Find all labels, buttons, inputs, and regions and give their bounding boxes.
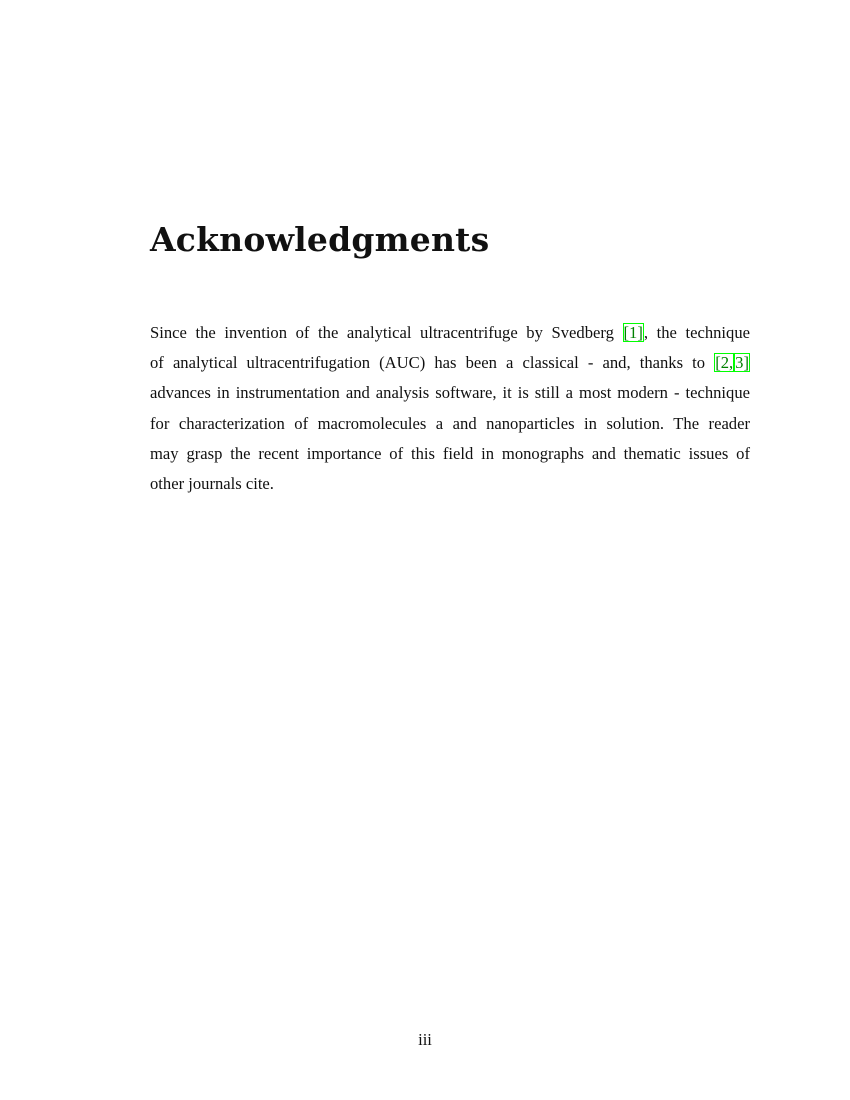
paragraph-line: for characterization of macromolecules a and nanoparticles in solution. The reader (150, 413, 750, 433)
text-segment: of analytical ultracentrifugation (AUC) has been a classical - and, thanks to (150, 353, 706, 373)
section-heading: Acknowledgments (150, 220, 490, 259)
paragraph-line: advances in instrumentation and analysis software, it is still a most modern - technique (150, 383, 750, 403)
citation-link-2[interactable]: [2, (715, 353, 734, 373)
paragraph-line (150, 318, 750, 348)
text-segment: Since the invention of the analytical ultracentrifuge by Svedberg (150, 323, 614, 342)
citation-link-1[interactable]: [1] (623, 323, 643, 342)
page-number: iii (418, 1030, 432, 1049)
paragraph-line (150, 348, 750, 378)
text-segment: , the technique (643, 323, 750, 342)
paragraph-line: other journals cite. (150, 474, 274, 494)
acknowledgments-paragraph (150, 318, 750, 499)
citation-link-3[interactable]: 3] (735, 353, 749, 373)
paragraph-line: may grasp the recent importance of this field in monographs and thematic issues of (150, 443, 750, 463)
